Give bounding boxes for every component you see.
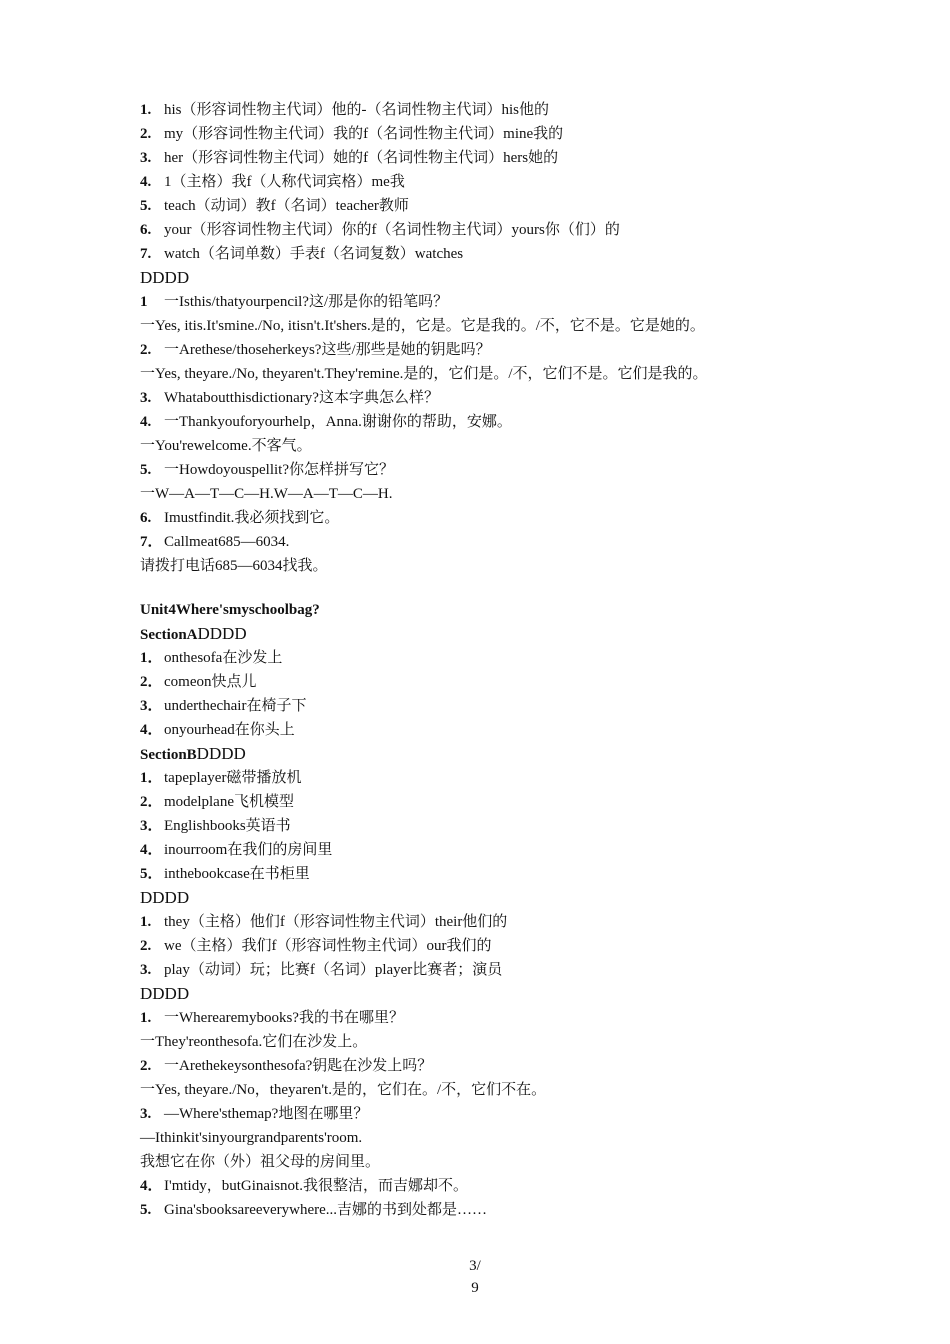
list-item bbox=[140, 862, 840, 886]
section-a-tail: DDDD bbox=[197, 624, 247, 643]
item-text: 一Arethekeysonthesofa?钥匙在沙发上吗？ bbox=[164, 1058, 433, 1074]
item-number: 1． bbox=[140, 650, 163, 666]
list-item bbox=[140, 838, 840, 862]
list-item bbox=[140, 506, 840, 530]
list-item bbox=[140, 814, 840, 838]
item-text: play（动词）玩；比赛f（名词）player比赛者；演员 bbox=[164, 962, 503, 978]
item-text: Imustfindit.我必须找到它。 bbox=[164, 510, 340, 526]
item-text: they（主格）他们f（形容词性物主代词）their他们的 bbox=[164, 914, 508, 930]
item-text: 一W—A—T—C—H.W—A—T—C—H. bbox=[140, 486, 393, 502]
list-item bbox=[140, 338, 840, 362]
list-item bbox=[140, 434, 840, 458]
list-item bbox=[140, 482, 840, 506]
list-item bbox=[140, 410, 840, 434]
section-a-label: SectionA bbox=[140, 627, 198, 643]
list-item bbox=[140, 1078, 840, 1102]
item-text: inourroom在我们的房间里 bbox=[164, 842, 333, 858]
list-item bbox=[140, 458, 840, 482]
spacer bbox=[140, 578, 840, 598]
item-text: underthechair在椅子下 bbox=[164, 698, 307, 714]
list-item bbox=[140, 1126, 840, 1150]
item-text: we（主格）我们f（形容词性物主代词）our我们的 bbox=[164, 938, 492, 954]
list-item bbox=[140, 934, 840, 958]
list-item bbox=[140, 146, 840, 170]
item-number: 2. bbox=[140, 1058, 152, 1074]
list-item bbox=[140, 170, 840, 194]
item-number: 5. bbox=[140, 1202, 152, 1218]
item-text: 一Yes, theyare./No, theyaren't.They'remine.是的，它们是。/不，它们不是。它们是我的。 bbox=[140, 366, 708, 382]
list-item bbox=[140, 554, 840, 578]
sentence-list-2 bbox=[140, 1006, 840, 1222]
item-number: 1． bbox=[140, 770, 163, 786]
item-text: modelplane飞机模型 bbox=[164, 794, 294, 810]
item-text: onyourhead在你头上 bbox=[164, 722, 295, 738]
item-number: 3. bbox=[140, 1106, 152, 1122]
item-text: Callmeat685—6034. bbox=[164, 534, 290, 550]
page-number bbox=[0, 1255, 950, 1299]
item-number: 2. bbox=[140, 342, 152, 358]
item-text: watch（名词单数）手表f（名词复数）watches bbox=[164, 246, 464, 262]
list-item bbox=[140, 314, 840, 338]
section-header-dddd-1: DDDD bbox=[140, 268, 190, 287]
section-header-dddd-2: DDDD bbox=[140, 888, 190, 907]
list-item bbox=[140, 646, 840, 670]
item-number: 4. bbox=[140, 174, 152, 190]
list-item bbox=[140, 1198, 840, 1222]
item-number: 2. bbox=[140, 938, 152, 954]
item-text: I'mtidy，butGinaisnot.我很整洁，而吉娜却不。 bbox=[164, 1178, 468, 1194]
list-item bbox=[140, 1006, 840, 1030]
item-text: 一Isthis/thatyourpencil?这/那是你的铅笔吗？ bbox=[164, 294, 449, 310]
item-text: 请拨打电话685—6034找我。 bbox=[140, 558, 328, 574]
unit-title: Unit4Where'smyschoolbag? bbox=[140, 602, 320, 618]
item-number: 2． bbox=[140, 794, 163, 810]
list-item bbox=[140, 1030, 840, 1054]
item-number: 3． bbox=[140, 698, 163, 714]
item-number: 6. bbox=[140, 510, 152, 526]
item-text: my（形容词性物主代词）我的f（名词性物主代词）mine我的 bbox=[164, 126, 564, 142]
list-item bbox=[140, 122, 840, 146]
item-text: Gina'sbooksareeverywhere...吉娜的书到处都是…… bbox=[164, 1202, 488, 1218]
item-text: 一Howdoyouspellit?你怎样拼写它？ bbox=[164, 462, 394, 478]
item-text: 一Yes, theyare./No，theyaren't.是的，它们在。/不，它们不在。 bbox=[140, 1082, 547, 1098]
sentence-list-1 bbox=[140, 290, 840, 578]
list-item bbox=[140, 218, 840, 242]
item-text: Whataboutthisdictionary?这本字典怎么样？ bbox=[164, 390, 439, 406]
list-item bbox=[140, 958, 840, 982]
list-item bbox=[140, 790, 840, 814]
item-number: 1. bbox=[140, 914, 152, 930]
section-a-list bbox=[140, 646, 840, 742]
section-b-list bbox=[140, 766, 840, 886]
list-item bbox=[140, 766, 840, 790]
list-item bbox=[140, 910, 840, 934]
list-item bbox=[140, 670, 840, 694]
item-text: —Where'sthemap?地图在哪里？ bbox=[164, 1106, 369, 1122]
item-text: 一Arethese/thoseherkeys?这些/那些是她的钥匙吗？ bbox=[164, 342, 491, 358]
list-item bbox=[140, 386, 840, 410]
page-number-line-2: 9 bbox=[471, 1280, 479, 1296]
item-number: 7. bbox=[140, 246, 152, 262]
section-header-dddd-3: DDDD bbox=[140, 984, 190, 1003]
item-text: teach（动词）教f（名词）teacher教师 bbox=[164, 198, 409, 214]
item-text: comeon快点儿 bbox=[164, 674, 257, 690]
section-b-heading bbox=[140, 742, 840, 766]
list-item bbox=[140, 290, 840, 314]
item-number: 4. bbox=[140, 414, 152, 430]
item-number: 6. bbox=[140, 222, 152, 238]
list-item bbox=[140, 718, 840, 742]
item-text: 1（主格）我f（人称代词宾格）me我 bbox=[164, 174, 405, 190]
section-b-label: SectionB bbox=[140, 747, 197, 763]
item-number: 3. bbox=[140, 390, 152, 406]
item-text: his（形容词性物主代词）他的-（名词性物主代词）his他的 bbox=[164, 102, 550, 118]
document-page bbox=[140, 98, 840, 1222]
item-number: 3. bbox=[140, 962, 152, 978]
item-text: 一Thankyouforyourhelp，Anna.谢谢你的帮助，安娜。 bbox=[164, 414, 512, 430]
list-item bbox=[140, 1150, 840, 1174]
item-text: onthesofa在沙发上 bbox=[164, 650, 283, 666]
item-number: 1. bbox=[140, 1010, 152, 1026]
item-text: 一You'rewelcome.不客气。 bbox=[140, 438, 312, 454]
list-item bbox=[140, 1174, 840, 1198]
item-text: —Ithinkit'sinyourgrandparents'room. bbox=[140, 1130, 363, 1146]
item-number: 3． bbox=[140, 818, 163, 834]
item-text: 一Yes, itis.It'smine./No, itisn't.It'shers.是的，它是。它是我的。/不，它不是。它是她的。 bbox=[140, 318, 705, 334]
item-number: 5. bbox=[140, 198, 152, 214]
item-text: 一Wherearemybooks?我的书在哪里？ bbox=[164, 1010, 404, 1026]
item-number: 4． bbox=[140, 722, 163, 738]
item-number: 4． bbox=[140, 1178, 163, 1194]
list-item bbox=[140, 1102, 840, 1126]
list-item bbox=[140, 1054, 840, 1078]
section-a-heading bbox=[140, 622, 840, 646]
list-item bbox=[140, 98, 840, 122]
item-text: tapeplayer磁带播放机 bbox=[164, 770, 302, 786]
item-number: 3. bbox=[140, 150, 152, 166]
item-number: 1. bbox=[140, 102, 152, 118]
list-item bbox=[140, 362, 840, 386]
list-item bbox=[140, 530, 840, 554]
item-text: inthebookcase在书柜里 bbox=[164, 866, 310, 882]
item-number: 2. bbox=[140, 126, 152, 142]
vocab-list-1 bbox=[140, 98, 840, 266]
item-text: 一They'reonthesofa.它们在沙发上。 bbox=[140, 1034, 368, 1050]
page-number-line-1: 3/ bbox=[469, 1258, 481, 1274]
item-number: 4． bbox=[140, 842, 163, 858]
item-text: 我想它在你（外）祖父母的房间里。 bbox=[140, 1154, 381, 1170]
item-number: 5． bbox=[140, 866, 163, 882]
list-item bbox=[140, 694, 840, 718]
list-item bbox=[140, 194, 840, 218]
item-number: 2． bbox=[140, 674, 163, 690]
section-b-tail: DDDD bbox=[196, 744, 246, 763]
vocab-list-2 bbox=[140, 910, 840, 982]
item-text: your（形容词性物主代词）你的f（名词性物主代词）yours你（们）的 bbox=[164, 222, 620, 238]
item-text: her（形容词性物主代词）她的f（名词性物主代词）hers她的 bbox=[164, 150, 559, 166]
item-number: 5. bbox=[140, 462, 152, 478]
list-item bbox=[140, 242, 840, 266]
item-number: 7． bbox=[140, 534, 163, 550]
item-text: Englishbooks英语书 bbox=[164, 818, 291, 834]
item-number: 1 bbox=[140, 294, 148, 310]
